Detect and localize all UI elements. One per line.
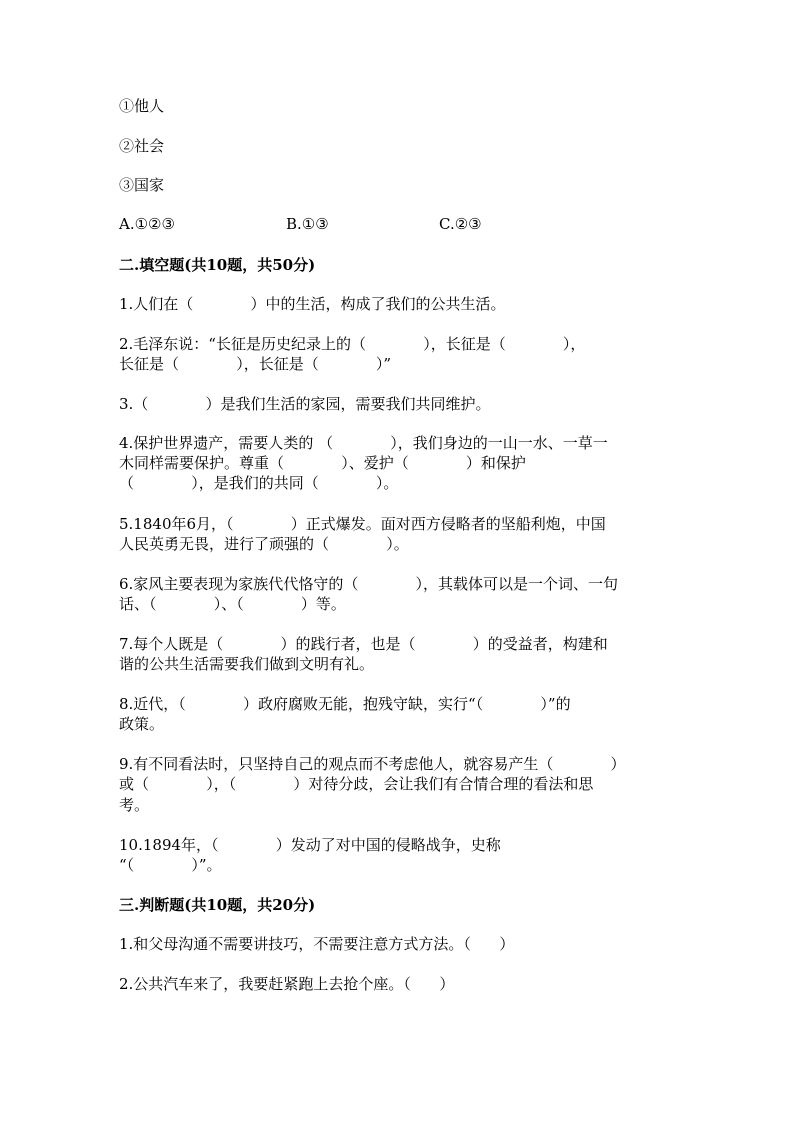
question-line: 长征是（ ），长征是（ ）”	[119, 355, 392, 373]
question-line: 3.（ ）是我们生活的家园，需要我们共同维护。	[119, 395, 491, 413]
question-line: 1.和父母沟通不需要讲技巧，不需要注意方式方法。（ ）	[119, 935, 515, 953]
question-line: 9.有不同看法时，只坚持自己的观点而不考虑他人，就容易产生（ ）	[119, 755, 626, 773]
question-line: 考。	[119, 796, 150, 814]
question-line: 4.保护世界遗产，需要人类的 （ ），我们身边的一山一水、一草一	[119, 434, 608, 452]
question-line: 5.1840年6月，（ ）正式爆发。面对西方侵略者的坚船利炮，中国	[119, 515, 606, 533]
question-line: 6.家风主要表现为家族代代恪守的（ ），其载体可以是一个词、一句	[119, 575, 619, 593]
answer-item-1: ①他人	[119, 97, 165, 115]
question-line: 人民英勇无畏，进行了顽强的（ ）。	[119, 535, 409, 553]
question-line: 或（ ），（ ）对待分歧，会让我们有合情合理的看法和思	[119, 775, 594, 793]
question-line: “（ ）”。	[119, 856, 222, 874]
answer-item-3: ③国家	[119, 176, 165, 194]
question-line: 7.每个人既是（ ）的践行者，也是（ ）的受益者，构建和	[119, 635, 608, 653]
question-line: 政策。	[119, 715, 165, 733]
section-heading: 二.填空题(共10题，共50分)	[119, 256, 316, 274]
question-line: （ ），是我们的共同（ ）。	[119, 474, 399, 492]
question-line: 话、（ ）、（ ）等。	[119, 595, 346, 613]
question-line: 2.毛泽东说：“长征是历史纪录上的（ ），长征是（ ），	[119, 335, 586, 353]
option-a: A.①②③	[119, 215, 175, 233]
question-line: 谐的公共生活需要我们做到文明有礼。	[119, 655, 375, 673]
section-heading: 三.判断题(共10题，共20分)	[119, 896, 316, 914]
option-b: B.①③	[286, 215, 329, 233]
question-line: 2.公共汽车来了，我要赶紧跑上去抢个座。（ ）	[119, 975, 455, 993]
question-line: 8.近代，（ ）政府腐败无能，抱残守缺，实行“（ ）”的	[119, 695, 571, 713]
question-line: 木同样需要保护。尊重（ ）、爱护（ ）和保护	[119, 454, 526, 472]
answer-item-2: ②社会	[119, 137, 165, 155]
option-c: C.②③	[439, 215, 482, 233]
question-line: 1.人们在（ ）中的生活，构成了我们的公共生活。	[119, 295, 506, 313]
question-line: 10.1894年，（ ）发动了对中国的侵略战争，史称	[119, 836, 501, 854]
